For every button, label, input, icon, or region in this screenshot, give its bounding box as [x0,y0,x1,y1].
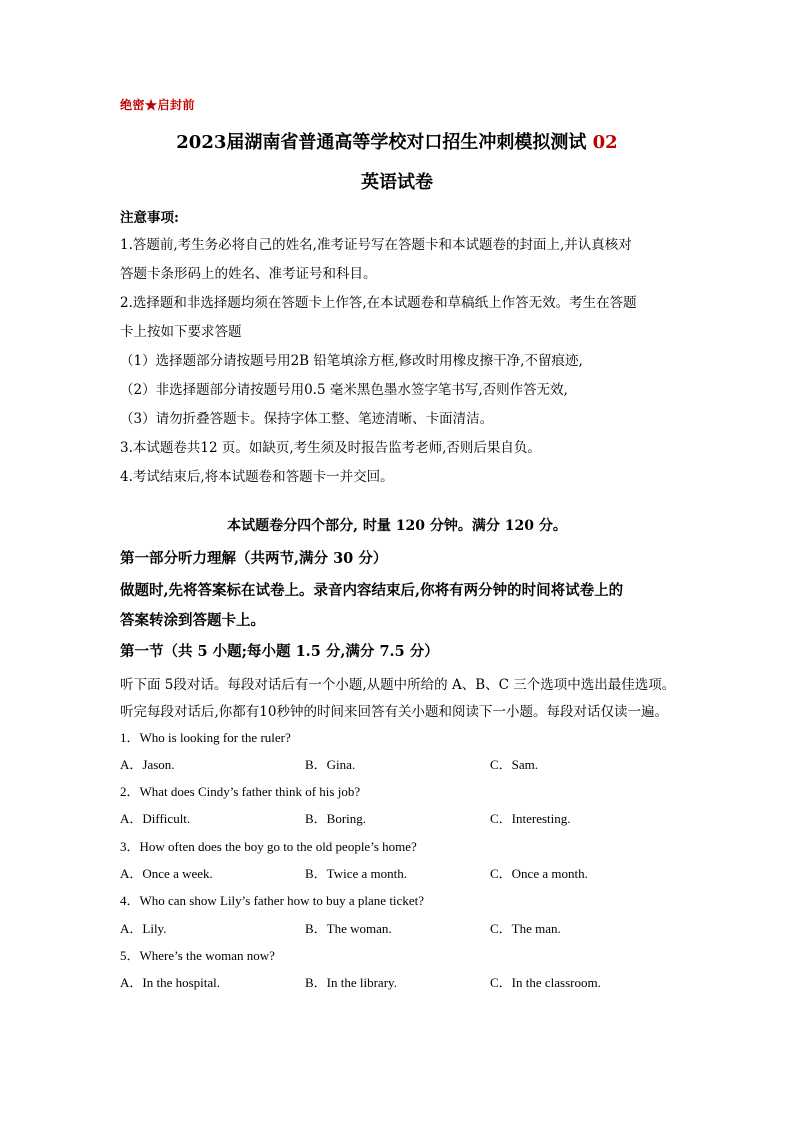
notes-line: 3.本试题卷共12 页。如缺页,考生须及时报告监考老师,否则后果自负。 [120,440,541,456]
option-c: C．The man. [490,921,561,936]
notes-line: 卡上按如下要求答题 [120,324,242,340]
option-a: A．Lily. [120,921,167,936]
notes-block [120,205,680,492]
part1-instruction: 答案转涂到答题卡上。 [120,612,265,629]
question-stem: 2．What does Cindy’s father think of his job? [120,784,361,799]
option-c: C．In the classroom. [490,975,601,990]
option-b: B．Twice a month. [305,866,407,881]
confidential-mark: 绝密★启封前 [120,98,196,112]
exam-subtitle: 英语试卷 [361,172,433,193]
notes-line: 1.答题前,考生务必将自己的姓名,准考证号写在答题卡和本试题卷的封面上,并认真核对 [120,237,632,253]
option-b: B．Boring. [305,811,367,826]
section1-heading: 第一节（共 5 小题;每小题 1.5 分,满分 7.5 分） [120,643,439,660]
option-c: C．Interesting. [490,811,571,826]
option-b: B．The woman. [305,921,392,936]
question-stem: 1．Who is looking for the ruler? [120,730,291,745]
option-b: B．Gina. [305,757,356,772]
option-b: B．In the library. [305,975,397,990]
section1-directions: 听下面 5段对话。每段对话后有一个小题,从题中所给的 A、B、C 三个选项中选出最佳选项。 [120,677,676,693]
section1-directions: 听完每段对话后,你都有10秒钟的时间来回答有关小题和阅读下一小题。每段对话仅读一遍。 [120,704,668,720]
exam-title-text: 2023届湖南省普通高等学校对口招生冲刺模拟测试 [176,132,593,153]
part1-heading: 第一部分听力理解（共两节,满分 30 分） [120,550,388,567]
exam-title-number: 02 [592,132,618,153]
question-stem: 3．How often does the boy go to the old people’s home? [120,839,417,854]
notes-line: （3）请勿折叠答题卡。保持字体工整、笔迹清晰、卡面清洁。 [120,411,494,427]
notes-heading: 注意事项: [120,210,179,226]
option-c: C．Sam. [490,757,539,772]
option-c: C．Once a month. [490,866,588,881]
option-a: A．In the hospital. [120,975,221,990]
option-a: A．Jason. [120,757,175,772]
part1-instruction: 做题时,先将答案标在试卷上。录音内容结束后,你将有两分钟的时间将试卷上的 [120,582,624,599]
exam-title [0,128,794,154]
notes-line: （1）选择题部分请按题号用2B 铅笔填涂方框,修改时用橡皮擦干净,不留痕迹, [120,353,583,369]
exam-info: 本试题卷分四个部分, 时量 120 分钟。满分 120 分。 [227,518,567,534]
option-a: A．Once a week. [120,866,213,881]
notes-line: 2.选择题和非选择题均须在答题卡上作答,在本试题卷和草稿纸上作答无效。考生在答题 [120,295,637,311]
option-a: A．Difficult. [120,811,191,826]
question-stem: 4．Who can show Lily’s father how to buy a plane ticket? [120,893,424,908]
notes-line: 4.考试结束后,将本试题卷和答题卡一并交回。 [120,469,394,485]
notes-line: 答题卡条形码上的姓名、准考证号和科目。 [120,266,377,282]
notes-line: （2）非选择题部分请按题号用0.5 毫米黑色墨水签字笔书写,否则作答无效, [120,382,568,398]
question-stem: 5．Where’s the woman now? [120,948,275,963]
